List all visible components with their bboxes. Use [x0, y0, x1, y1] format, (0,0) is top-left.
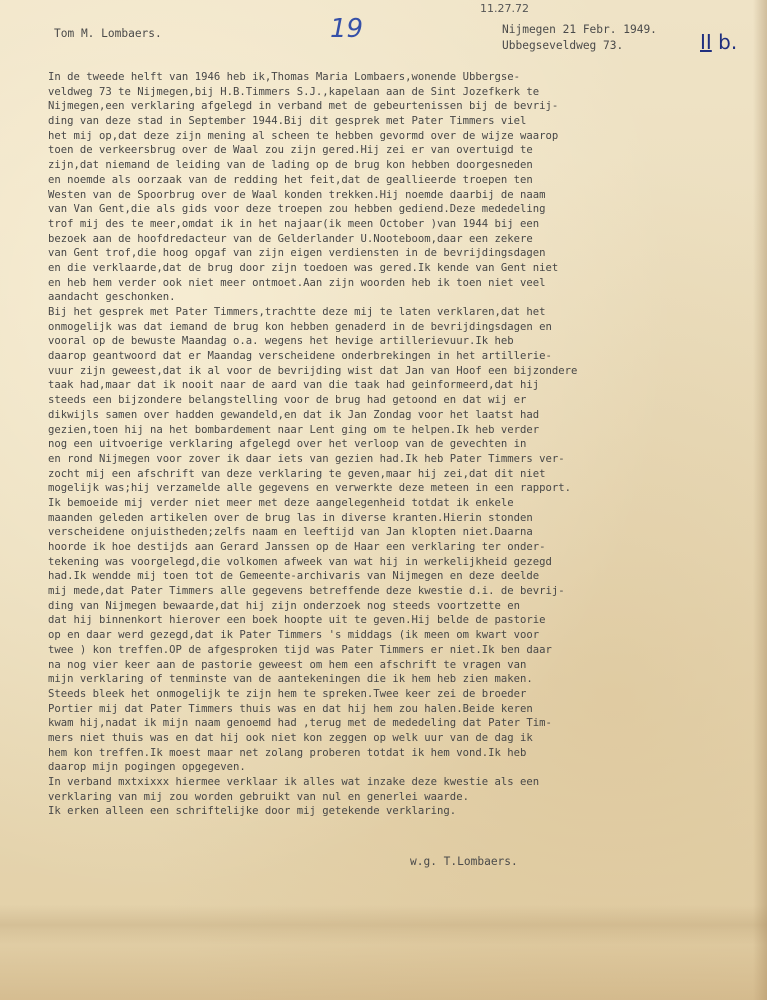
body-line: mers niet thuis was en dat hij ook niet kon zeggen op welk uur van de dag ik	[48, 731, 533, 744]
body-line: dikwijls samen over hadden gewandeld,en dat ik Jan Zondag voor het laatst had	[48, 408, 540, 421]
body-line: Portier mij dat Pater Timmers thuis was en dat hij hem zou halen.Beide keren	[48, 702, 533, 715]
body-line: gezien,toen hij na het bombardement naar Lent ging om te helpen.Ik heb verder	[48, 423, 540, 436]
body-line: verscheidene onjuistheden;zelfs naam en leeftijd van Jan klopten niet.Daarna	[48, 526, 533, 539]
section-mark-letter: b.	[718, 30, 738, 54]
body-line: aandacht geschonken.	[48, 291, 176, 304]
sender-address: Ubbegseveldweg 73.	[502, 39, 624, 52]
body-line: vooral op de bewuste Maandag o.a. wegens het hevige artillerievuur.Ik heb	[48, 335, 514, 348]
body-line: Westen van de Spoorbrug over de Waal konden trekken.Hij noemde daarbij de naam	[48, 188, 546, 201]
letter-body	[48, 70, 763, 819]
body-line: zocht mij een afschrift van deze verklaring te geven,maar hij zei,dat dit niet	[48, 467, 546, 480]
body-line: hoorde ik hoe destijds aan Gerard Janssen op de Haar een verklaring ter onder-	[48, 541, 546, 553]
body-line: veldweg 73 te Nijmegen,bij H.B.Timmers S.J.,kapelaan aan de Sint Jozefkerk te	[48, 85, 540, 98]
body-line: trof mij des te meer,omdat ik in het najaar(ik meen October )van 1944 bij een	[48, 217, 540, 230]
body-line: dat hij binnenkort hierover een boek hoopte uit te geven.Hij belde de pastorie	[48, 614, 546, 627]
body-line: nog een uitvoerige verklaring afgelegd over het verloop van de gevechten in	[48, 438, 527, 451]
body-line: na nog vier keer aan de pastorie geweest om hem een afschrift te vragen van	[48, 658, 527, 671]
body-line: en heb hem verder ook niet meer ontmoet.Aan zijn woorden heb ik toen niet veel	[48, 276, 546, 289]
body-line: In verband mxtxixxx hiermee verklaar ik alles wat inzake deze kwestie als een	[48, 776, 540, 788]
body-line: Ik erken alleen een schriftelijke door mij getekende verklaring.	[48, 805, 457, 818]
body-line: ding van deze stad in September 1944.Bij dit gesprek met Pater Timmers viel	[48, 115, 527, 128]
paper-stain	[0, 930, 767, 1000]
body-line: vuur zijn geweest,dat ik al voor de bevrijding wist dat Jan van Hoof een bijzondere	[48, 364, 578, 377]
body-line: steeds een bijzondere belangstelling voor de brug had getoond en dat wij er	[48, 394, 527, 407]
body-line: Bij het gesprek met Pater Timmers,trachtte deze mij te laten verklaren,dat het	[48, 306, 546, 318]
body-line: ding van Nijmegen bewaarde,dat hij zijn onderzoek nog steeds voortzette en	[48, 599, 520, 612]
section-mark-roman: II	[700, 30, 712, 54]
body-line: kwam hij,nadat ik mijn naam genoemd had ,terug met de mededeling dat Pater Tim-	[48, 717, 552, 730]
body-line: onmogelijk was dat iemand de brug kon hebben genaderd in de bevrijdingsdagen en	[48, 320, 552, 333]
body-line: en noemde als oorzaak van de redding het feit,dat de geallieerde troepen ten	[48, 173, 533, 186]
body-line: mijn verklaring of tenminste van de aantekeningen die ik hem heb zien maken.	[48, 673, 533, 686]
body-line: het mij op,dat deze zijn mening al scheen te hebben gevormd over de wijze waarop	[48, 129, 559, 142]
body-line: hem kon treffen.Ik moest maar net zolang proberen totdat ik hem vond.Ik heb	[48, 746, 527, 759]
body-line: mogelijk was;hij verzamelde alle gegevens en verwerkte deze meteen in een rapport.	[48, 482, 571, 495]
body-line: Nijmegen,een verklaring afgelegd in verband met de gebeurtenissen bij de bevrij-	[48, 100, 559, 113]
sender-name: Tom M. Lombaers.	[54, 27, 162, 40]
body-line: daarop geantwoord dat er Maandag verscheidene onderbrekingen in het artillerie-	[48, 350, 552, 363]
body-line: zijn,dat niemand de leiding van de lading op de brug kon hebben doorgesneden	[48, 159, 533, 172]
signature: w.g. T.Lombaers.	[410, 855, 518, 868]
body-line: Ik bemoeide mij verder niet meer met deze aangelegenheid totdat ik enkele	[48, 496, 514, 509]
body-line: In de tweede helft van 1946 heb ik,Thomas Maria Lombaers,wonende Ubbergse-	[48, 71, 520, 83]
body-line: taak had,maar dat ik nooit naar de aard van die taak had geinformeerd,dat hij	[48, 379, 540, 392]
body-line: van Gent trof,die hoog opgaf van zijn eigen verdiensten in de bevrijdingsdagen	[48, 247, 546, 260]
body-line: tekening was voorgelegd,die volkomen afweek van wat hij in werkelijkheid gezegd	[48, 555, 552, 568]
body-line: toen de verkeersbrug over de Waal zou zijn gered.Hij zei er van overtuigd te	[48, 144, 533, 157]
letter-date: Nijmegen 21 Febr. 1949.	[502, 23, 657, 36]
body-line: van Van Gent,die als gids voor deze troepen zou hebben gediend.Deze mededeling	[48, 203, 546, 216]
body-line: had.Ik wendde mij toen tot de Gemeente-archivaris van Nijmegen en deze deelde	[48, 570, 540, 583]
body-line: en die verklaarde,dat de brug door zijn toedoen was gered.Ik kende van Gent niet	[48, 261, 559, 274]
body-line: maanden geleden artikelen over de brug las in diverse kranten.Hierin stonden	[48, 511, 533, 524]
body-line: mij mede,dat Pater Timmers alle gegevens betreffende deze kwestie d.i. de bevrij-	[48, 585, 565, 598]
body-line: daarop mijn pogingen opgegeven.	[48, 761, 246, 774]
body-line: bezoek aan de hoofdredacteur van de Gelderlander U.Nooteboom,daar een zekere	[48, 232, 533, 245]
handwritten-page-number: 19	[330, 14, 364, 44]
archive-number: 11.27.72	[480, 2, 529, 15]
body-line: op en daar werd gezegd,dat ik Pater Timmers 's middags (ik meen om kwart voor	[48, 629, 540, 642]
body-line: verklaring van mij zou worden gebruikt van nul en generlei waarde.	[48, 790, 469, 803]
body-line: Steeds bleek het onmogelijk te zijn hem te spreken.Twee keer zei de broeder	[48, 687, 527, 700]
body-line: en rond Nijmegen voor zover ik daar iets van gezien had.Ik heb Pater Timmers ver-	[48, 452, 565, 465]
handwritten-section-mark	[700, 30, 737, 54]
body-line: twee ) kon treffen.OP de afgesproken tijd was Pater Timmers er niet.Ik ben daar	[48, 643, 552, 656]
